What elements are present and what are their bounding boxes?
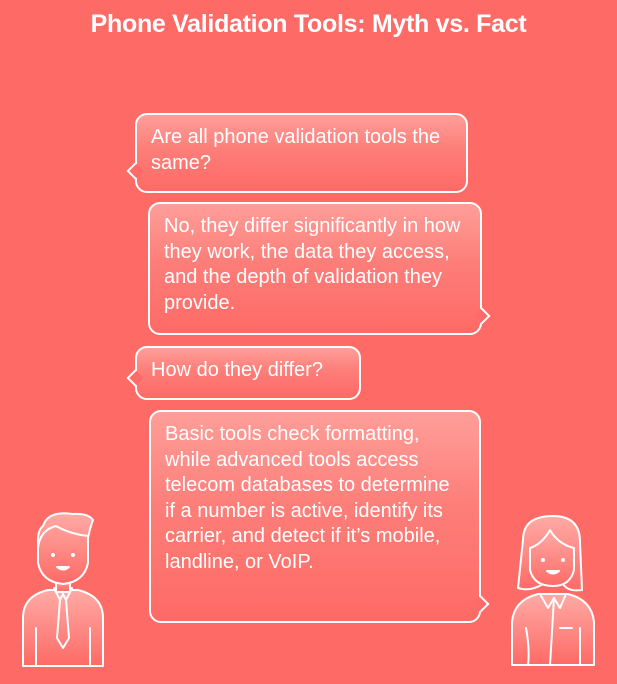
bubble-text: Basic tools check formatting, while advanced tools access telecom databases to determine if a number is active, identify its carrier, and detect if it’s mobile, landline, or VoIP. — [165, 423, 450, 573]
bubble-tail — [127, 370, 144, 387]
speech-bubble-question-2 — [135, 346, 361, 400]
man-avatar-icon — [18, 508, 108, 668]
bubble-tail — [127, 163, 144, 180]
speech-bubble-answer-2 — [149, 410, 481, 623]
bubble-tail — [473, 596, 490, 613]
speech-bubble-question-1 — [135, 113, 468, 193]
bubble-text: How do they differ? — [151, 359, 323, 381]
woman-avatar-icon — [508, 510, 598, 670]
speech-bubble-answer-1 — [148, 202, 482, 335]
bubble-tail — [474, 308, 491, 325]
page-title: Phone Validation Tools: Myth vs. Fact — [90, 10, 527, 38]
bubble-text: Are all phone validation tools the same? — [151, 126, 441, 174]
bubble-text: No, they differ significantly in how they work, the data they access, and the depth of validation they provide. — [164, 215, 461, 314]
